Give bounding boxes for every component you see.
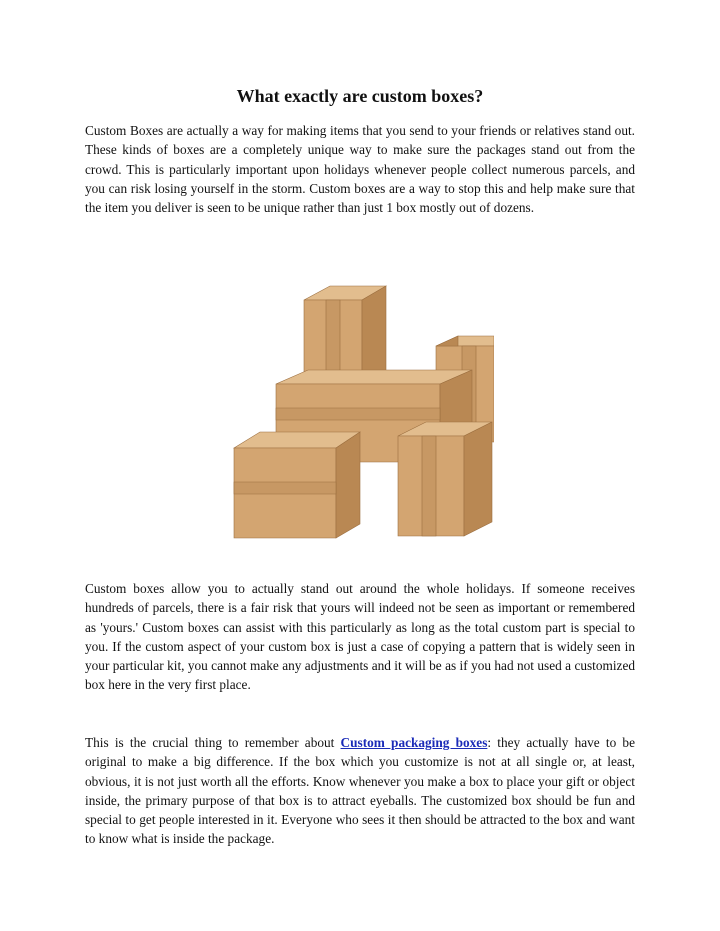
front-right-box bbox=[398, 422, 492, 536]
paragraph-originality-before-link: This is the crucial thing to remember about bbox=[85, 735, 341, 750]
paragraph-intro: Custom Boxes are actually a way for making items that you send to your friends or relatives stand out. These kinds of boxes are a completely unique way to make sure the packages stand out from the crowd. This is particularly important upon holidays whenever people collect numerous parcels, and you can risk losing yourself in the storm. Custom boxes are a way to stop this and help make sure that the item you deliver is seen to be unique rather than just 1 box mostly out of dozens. bbox=[85, 123, 635, 216]
paragraph-originality bbox=[85, 733, 635, 849]
paragraph-originality-after-link: : they actually have to be original to make a big difference. If the box which you customize is not at all single or, at least, obvious, it is not just worth all the efforts. Know whenever you make a box to place your gift or object inside, the primary purpose of that box is to attract eyeballs. The customized box should be fun and special to get people interested in it. Everyone who sees it then should be attracted to the box and want to know what is inside the package. bbox=[85, 735, 635, 847]
paragraph-holidays: Custom boxes allow you to actually stand out around the whole holidays. If someone receives hundreds of parcels, there is a fair risk that yours will indeed not be seen as important or remembered as 'yours.' Custom boxes can assist with this particularly as long as the total custom part is special to you. If the custom aspect of your custom box is just a case of copying a pattern that is widely seen in your particular kit, you cannot make any adjustments and it will be as if you had not used a customized box here in the very first place. bbox=[85, 581, 635, 693]
cardboard-boxes-icon bbox=[226, 272, 494, 546]
document-title: What exactly are custom boxes? bbox=[236, 86, 484, 106]
cardboard-boxes-image bbox=[226, 272, 494, 546]
custom-packaging-boxes-link[interactable]: Custom packaging boxes bbox=[340, 735, 488, 750]
front-left-box bbox=[234, 432, 360, 538]
